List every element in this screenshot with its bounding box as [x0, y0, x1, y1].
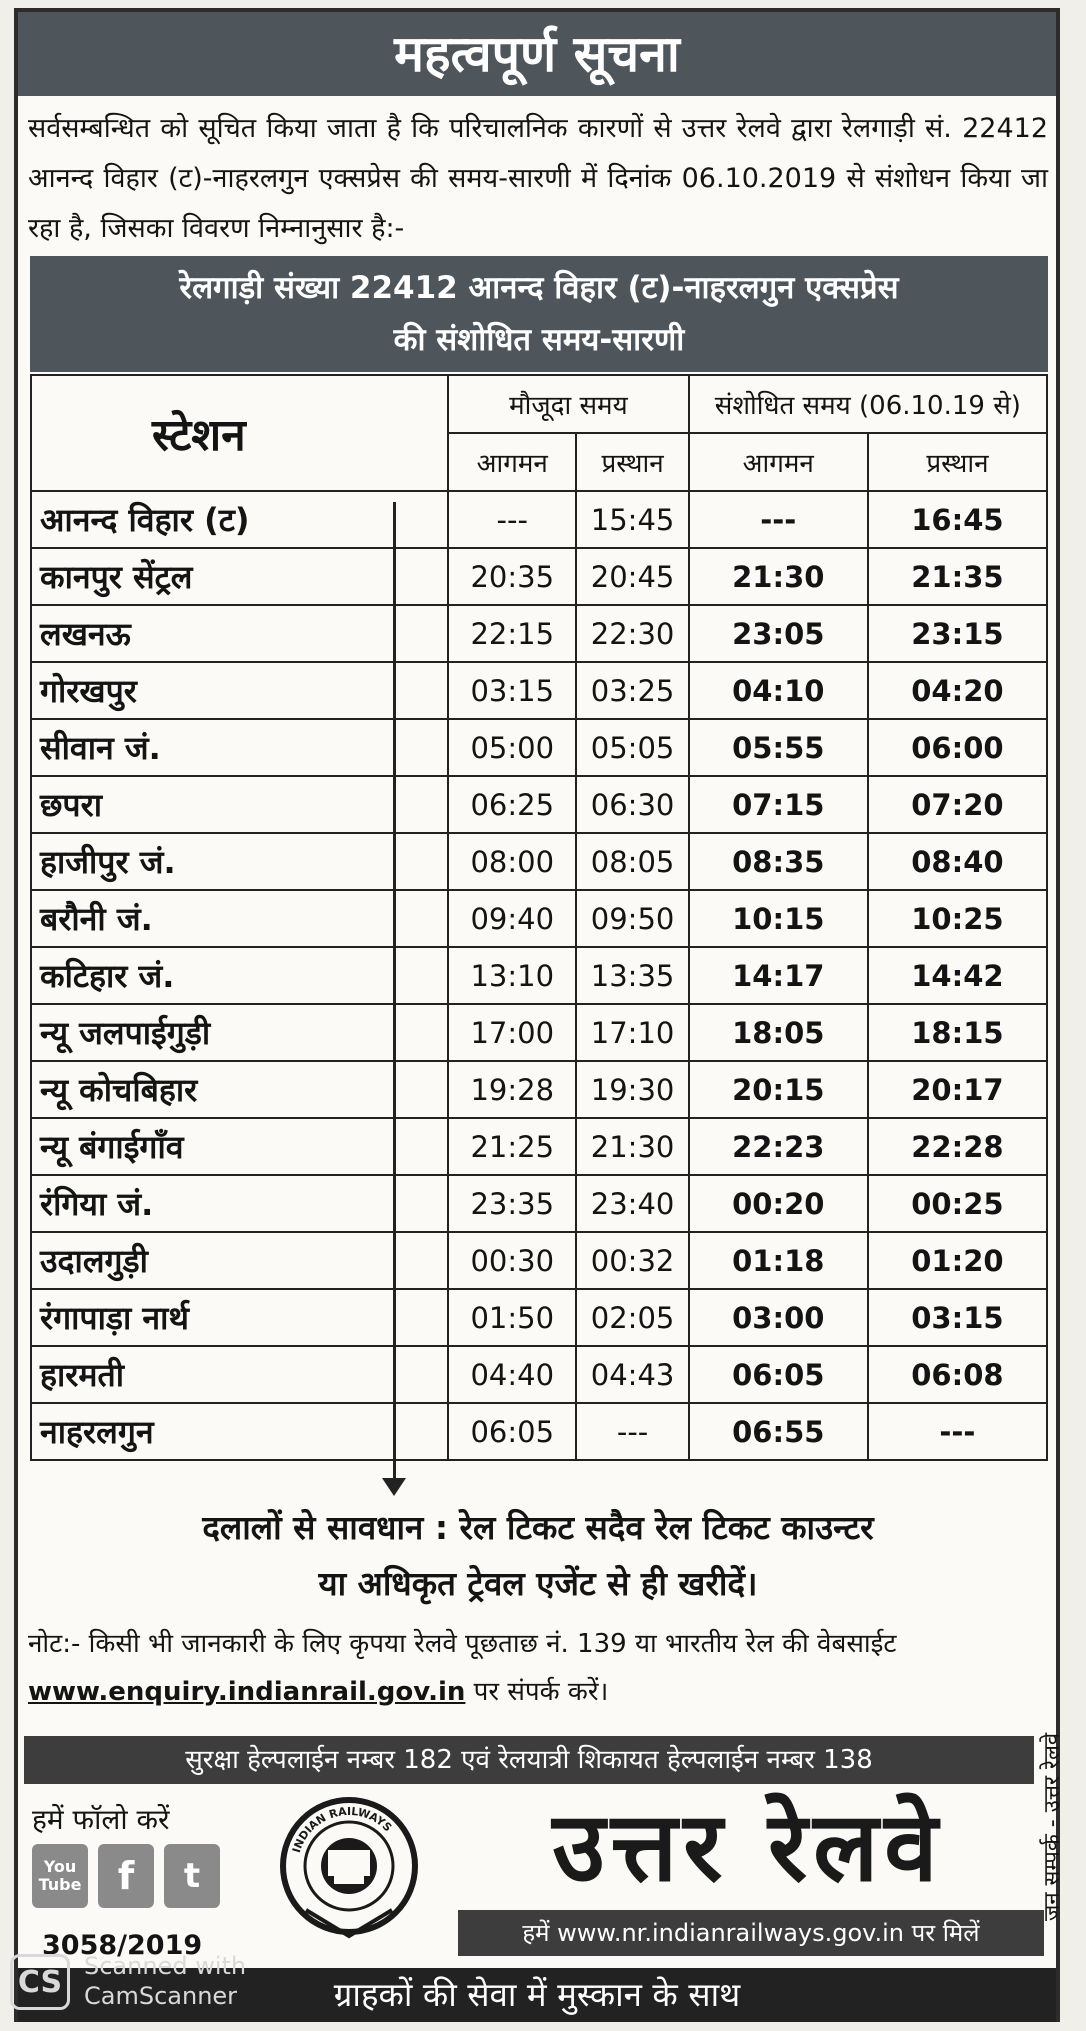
station-cell: न्यू बंगाईगाँव: [31, 1118, 448, 1175]
tout-warning: [28, 1500, 1048, 1612]
current-arrival-cell: 04:40: [448, 1346, 576, 1403]
note-prefix: नोट:- किसी भी जानकारी के लिए कृपया रेलवे पूछताछ नं. 139 या भारतीय रेल की वेबसाईट: [28, 1629, 897, 1659]
twitter-icon[interactable]: t: [164, 1844, 220, 1908]
station-cell: हारमती: [31, 1346, 448, 1403]
notice-number: 3058/2019: [42, 1930, 203, 1961]
current-departure-header: प्रस्थान: [576, 433, 688, 491]
footer-slogan: ग्राहकों की सेवा में मुस्कान के साथ: [18, 1968, 1056, 2022]
station-cell: रंगापाड़ा नार्थ: [31, 1289, 448, 1346]
notice-title: महत्वपूर्ण सूचना: [18, 12, 1056, 96]
table-row: [31, 1232, 1047, 1289]
revised-departure-cell: 20:17: [868, 1061, 1047, 1118]
station-cell: सीवान जं.: [31, 719, 448, 776]
current-arrival-cell: 17:00: [448, 1004, 576, 1061]
current-arrival-header: आगमन: [448, 433, 576, 491]
revised-arrival-cell: 03:00: [689, 1289, 868, 1346]
revised-departure-cell: 21:35: [868, 548, 1047, 605]
revised-departure-cell: 14:42: [868, 947, 1047, 1004]
enquiry-note: [28, 1620, 1028, 1716]
table-row: [31, 1403, 1047, 1460]
revised-arrival-cell: 23:05: [689, 605, 868, 662]
revised-arrival-cell: 18:05: [689, 1004, 868, 1061]
station-cell: लखनऊ: [31, 605, 448, 662]
current-departure-cell: 13:35: [576, 947, 688, 1004]
helpline-bar: सुरक्षा हेल्पलाईन नम्बर 182 एवं रेलयात्री शिकायत हेल्पलाईन नम्बर 138: [24, 1736, 1034, 1784]
current-arrival-cell: 20:35: [448, 548, 576, 605]
current-departure-cell: 23:40: [576, 1175, 688, 1232]
youtube-icon[interactable]: You Tube: [32, 1844, 88, 1908]
revised-arrival-cell: 01:18: [689, 1232, 868, 1289]
timetable-body: [31, 491, 1047, 1460]
table-row: [31, 548, 1047, 605]
enquiry-link[interactable]: www.enquiry.indianrail.gov.in: [28, 1677, 466, 1707]
revised-departure-cell: 18:15: [868, 1004, 1047, 1061]
tout-warning-line2: या अधिकृत ट्रेवल एजेंट से ही खरीदें।: [318, 1564, 758, 1603]
current-arrival-cell: 23:35: [448, 1175, 576, 1232]
revised-arrival-cell: 06:55: [689, 1403, 868, 1460]
current-departure-cell: 17:10: [576, 1004, 688, 1061]
current-departure-cell: 19:30: [576, 1061, 688, 1118]
station-cell: हाजीपुर जं.: [31, 833, 448, 890]
station-cell: गोरखपुर: [31, 662, 448, 719]
current-arrival-cell: 06:25: [448, 776, 576, 833]
revised-arrival-cell: 05:55: [689, 719, 868, 776]
table-row: [31, 1118, 1047, 1175]
website-bar: हमें www.nr.indianrailways.gov.in पर मिलें: [458, 1910, 1044, 1956]
table-row: [31, 1346, 1047, 1403]
revised-departure-cell: 22:28: [868, 1118, 1047, 1175]
current-departure-cell: 21:30: [576, 1118, 688, 1175]
scanner-line2: CamScanner: [84, 1982, 238, 2010]
notice-paper: [14, 8, 1065, 2022]
timetable: [30, 374, 1048, 1461]
current-departure-cell: 20:45: [576, 548, 688, 605]
camscanner-logo-icon: CS: [10, 1954, 70, 2010]
revised-arrival-cell: ---: [689, 491, 868, 548]
public-relations-label: जन सम्पर्क - उत्तर रेलवे: [1040, 1732, 1065, 1922]
revised-departure-cell: 16:45: [868, 491, 1047, 548]
current-arrival-cell: 03:15: [448, 662, 576, 719]
revised-departure-cell: 08:40: [868, 833, 1047, 890]
facebook-icon[interactable]: f: [98, 1844, 154, 1908]
station-cell: छपरा: [31, 776, 448, 833]
revised-arrival-cell: 07:15: [689, 776, 868, 833]
revised-arrival-cell: 20:15: [689, 1061, 868, 1118]
station-header: स्टेशन: [31, 375, 448, 491]
station-cell: आनन्द विहार (ट): [31, 491, 448, 548]
table-row: [31, 1289, 1047, 1346]
current-arrival-cell: 09:40: [448, 890, 576, 947]
table-row: [31, 662, 1047, 719]
arrow-down-icon: [382, 1478, 406, 1496]
table-title-line2: की संशोधित समय-सारणी: [393, 322, 685, 358]
table-row: [31, 605, 1047, 662]
revised-departure-cell: 23:15: [868, 605, 1047, 662]
revised-arrival-header: आगमन: [689, 433, 868, 491]
current-departure-cell: 08:05: [576, 833, 688, 890]
current-departure-cell: 06:30: [576, 776, 688, 833]
revised-departure-cell: 04:20: [868, 662, 1047, 719]
revised-departure-cell: 07:20: [868, 776, 1047, 833]
route-direction-line: [393, 502, 396, 1487]
current-arrival-cell: 19:28: [448, 1061, 576, 1118]
note-suffix: पर संपर्क करें।: [473, 1677, 609, 1707]
current-departure-cell: 22:30: [576, 605, 688, 662]
revised-arrival-cell: 21:30: [689, 548, 868, 605]
current-arrival-cell: 00:30: [448, 1232, 576, 1289]
brand-name: उत्तर रेलवे: [552, 1791, 944, 1903]
station-cell: उदालगुड़ी: [31, 1232, 448, 1289]
station-cell: न्यू जलपाईगुड़ी: [31, 1004, 448, 1061]
current-arrival-cell: 21:25: [448, 1118, 576, 1175]
revised-departure-cell: 00:25: [868, 1175, 1047, 1232]
revised-arrival-cell: 10:15: [689, 890, 868, 947]
revised-departure-header: प्रस्थान: [868, 433, 1047, 491]
social-icons: [32, 1844, 220, 1908]
revised-departure-cell: ---: [868, 1403, 1047, 1460]
table-row: [31, 1004, 1047, 1061]
current-arrival-cell: 13:10: [448, 947, 576, 1004]
revised-arrival-cell: 08:35: [689, 833, 868, 890]
revised-arrival-cell: 04:10: [689, 662, 868, 719]
station-cell: रंगिया जं.: [31, 1175, 448, 1232]
table-row: [31, 1175, 1047, 1232]
table-title: [30, 256, 1048, 372]
scanner-watermark: [2, 1948, 282, 2018]
current-arrival-cell: 06:05: [448, 1403, 576, 1460]
revised-arrival-cell: 00:20: [689, 1175, 868, 1232]
revised-arrival-cell: 14:17: [689, 947, 868, 1004]
table-row: [31, 833, 1047, 890]
station-cell: नाहरलगुन: [31, 1403, 448, 1460]
table-row: [31, 1061, 1047, 1118]
table-row: [31, 719, 1047, 776]
revised-departure-cell: 06:00: [868, 719, 1047, 776]
intro-paragraph: सर्वसम्बन्धित को सूचित किया जाता है कि परिचालनिक कारणों से उत्तर रेलवे द्वारा रेलगाड़ी सं. 22412 आनन्द विहार (ट)-नाहरलगुन एक्सप्रेस की समय-सारणी में दिनांक 06.10.2019 से संशोधन किया जा रहा है, जिसका विवरण निम्नानुसार है:-: [28, 113, 1048, 244]
revised-departure-cell: 01:20: [868, 1232, 1047, 1289]
table-row: [31, 947, 1047, 1004]
station-cell: बरौनी जं.: [31, 890, 448, 947]
revised-departure-cell: 03:15: [868, 1289, 1047, 1346]
revised-departure-cell: 10:25: [868, 890, 1047, 947]
current-arrival-cell: 05:00: [448, 719, 576, 776]
scanner-line1: Scanned with: [84, 1952, 247, 1980]
current-departure-cell: 00:32: [576, 1232, 688, 1289]
station-cell: कानपुर सेंट्रल: [31, 548, 448, 605]
current-departure-cell: 02:05: [576, 1289, 688, 1346]
current-departure-cell: 04:43: [576, 1346, 688, 1403]
current-departure-cell: 09:50: [576, 890, 688, 947]
current-departure-cell: 15:45: [576, 491, 688, 548]
station-cell: न्यू कोचबिहार: [31, 1061, 448, 1118]
station-cell: कटिहार जं.: [31, 947, 448, 1004]
current-arrival-cell: 01:50: [448, 1289, 576, 1346]
revised-time-header: संशोधित समय (06.10.19 से): [689, 375, 1047, 433]
current-arrival-cell: ---: [448, 491, 576, 548]
table-row: [31, 491, 1047, 548]
tout-warning-line1: दलालों से सावधान : रेल टिकट सदैव रेल टिकट काउन्टर: [202, 1508, 874, 1547]
emblem-text: INDIAN RAILWAYS: [289, 1804, 395, 1855]
indian-railways-emblem-icon: [276, 1790, 422, 1950]
current-arrival-cell: 08:00: [448, 833, 576, 890]
table-row: [31, 776, 1047, 833]
follow-label: हमें फॉलो करें: [32, 1803, 170, 1836]
current-departure-cell: 03:25: [576, 662, 688, 719]
table-title-line1: रेलगाड़ी संख्या 22412 आनन्द विहार (ट)-नाहरलगुन एक्सप्रेस: [179, 270, 899, 306]
revised-arrival-cell: 22:23: [689, 1118, 868, 1175]
revised-arrival-cell: 06:05: [689, 1346, 868, 1403]
current-departure-cell: ---: [576, 1403, 688, 1460]
current-departure-cell: 05:05: [576, 719, 688, 776]
current-time-header: मौजूदा समय: [448, 375, 689, 433]
table-row: [31, 890, 1047, 947]
current-arrival-cell: 22:15: [448, 605, 576, 662]
revised-departure-cell: 06:08: [868, 1346, 1047, 1403]
